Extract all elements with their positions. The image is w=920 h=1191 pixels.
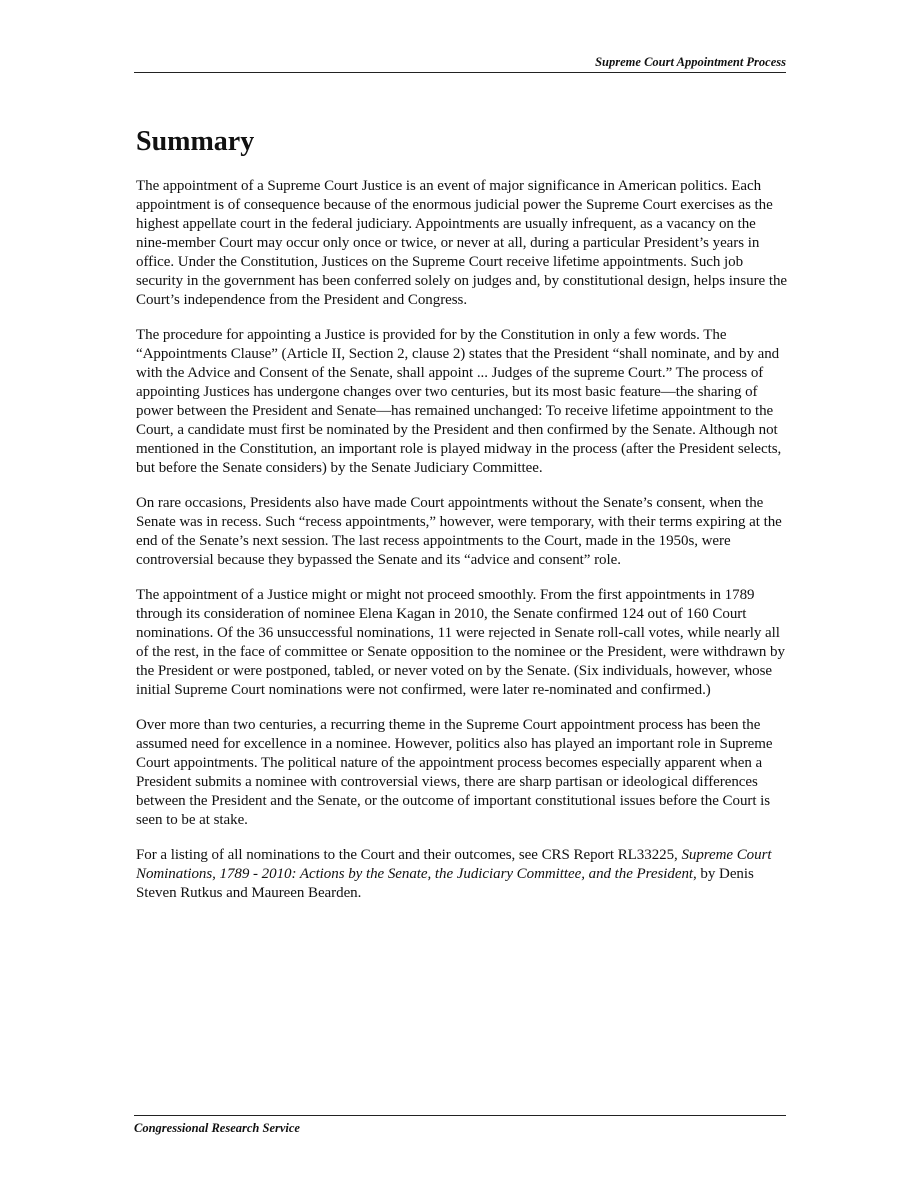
running-header-title: Supreme Court Appointment Process (595, 55, 786, 69)
summary-body (136, 177, 788, 919)
running-header (134, 54, 786, 73)
paragraph-3: On rare occasions, Presidents also have made Court appointments without the Senate’s consent, when the Senate was in recess. Such “recess appointments,” however, were temporary, with their terms expiring at the end of the Senate’s next session. The last recess appointments to the Court, made in the 1950s, were controversial because they bypassed the Senate and its “advice and consent” role. (136, 495, 782, 568)
section-title: Summary (136, 126, 255, 157)
reference-report-title: Supreme Court Nominations, 1789 - 2010: Actions by the Senate, the Judiciary Committee, and the President (136, 847, 772, 882)
running-footer (134, 1115, 786, 1136)
paragraph-2: The procedure for appointing a Justice is provided for by the Constitution in only a few words. The “Appointments Clause” (Article II, Section 2, clause 2) states that the President “shall nominate, and by and with the Advice and Consent of the Senate, shall appoint ... Judges of the supreme Court.” The process of appointing Justices has undergone changes over two centuries, but its most basic feature—the sharing of power between the President and Senate—has remained unchanged: To receive lifetime appointment to the Court, a candidate must first be nominated by the President and then confirmed by the Senate. Although not mentioned in the Constitution, an important role is played midway in the process (after the President selects, but before the Senate considers) by the Senate Judiciary Committee. (136, 327, 782, 476)
paragraph-4: The appointment of a Justice might or might not proceed smoothly. From the first appointments in 1789 through its consideration of nominee Elena Kagan in 2010, the Senate confirmed 124 out of 160 Court nominations. Of the 36 unsuccessful nominations, 11 were rejected in Senate roll-call votes, while nearly all of the rest, in the face of committee or Senate opposition to the nominee or the President, were withdrawn by the President or were postponed, tabled, or never voted on by the Senate. (Six individuals, however, whose initial Supreme Court nominations were not confirmed, were later re-nominated and confirmed.) (136, 587, 785, 698)
reference-tail: , by Denis Steven Rutkus and Maureen Bearden. (136, 866, 754, 901)
paragraph-5: Over more than two centuries, a recurring theme in the Supreme Court appointment process has been the assumed need for excellence in a nominee. However, politics also has played an important role in Supreme Court appointments. The political nature of the appointment process becomes especially apparent when a President submits a nominee with controversial views, there are sharp partisan or ideological differences between the President and the Senate, or the outcome of important constitutional issues before the Court is seen to be at stake. (136, 717, 773, 828)
reference-lead: For a listing of all nominations to the Court and their outcomes, see CRS Report RL33225, (136, 847, 682, 863)
reference-paragraph (136, 846, 788, 903)
paragraph-1: The appointment of a Supreme Court Justice is an event of major significance in American politics. Each appointment is of consequence because of the enormous judicial power the Supreme Court exercises as the highest appellate court in the federal judiciary. Appointments are usually infrequent, as a vacancy on the nine-member Court may occur only once or twice, or never at all, during a particular President’s years in office. Under the Constitution, Justices on the Supreme Court receive lifetime appointments. Such job security in the government has been conferred solely on judges and, by constitutional design, helps insure the Court’s independence from the President and Congress. (136, 178, 788, 308)
footer-organization: Congressional Research Service (134, 1121, 300, 1135)
